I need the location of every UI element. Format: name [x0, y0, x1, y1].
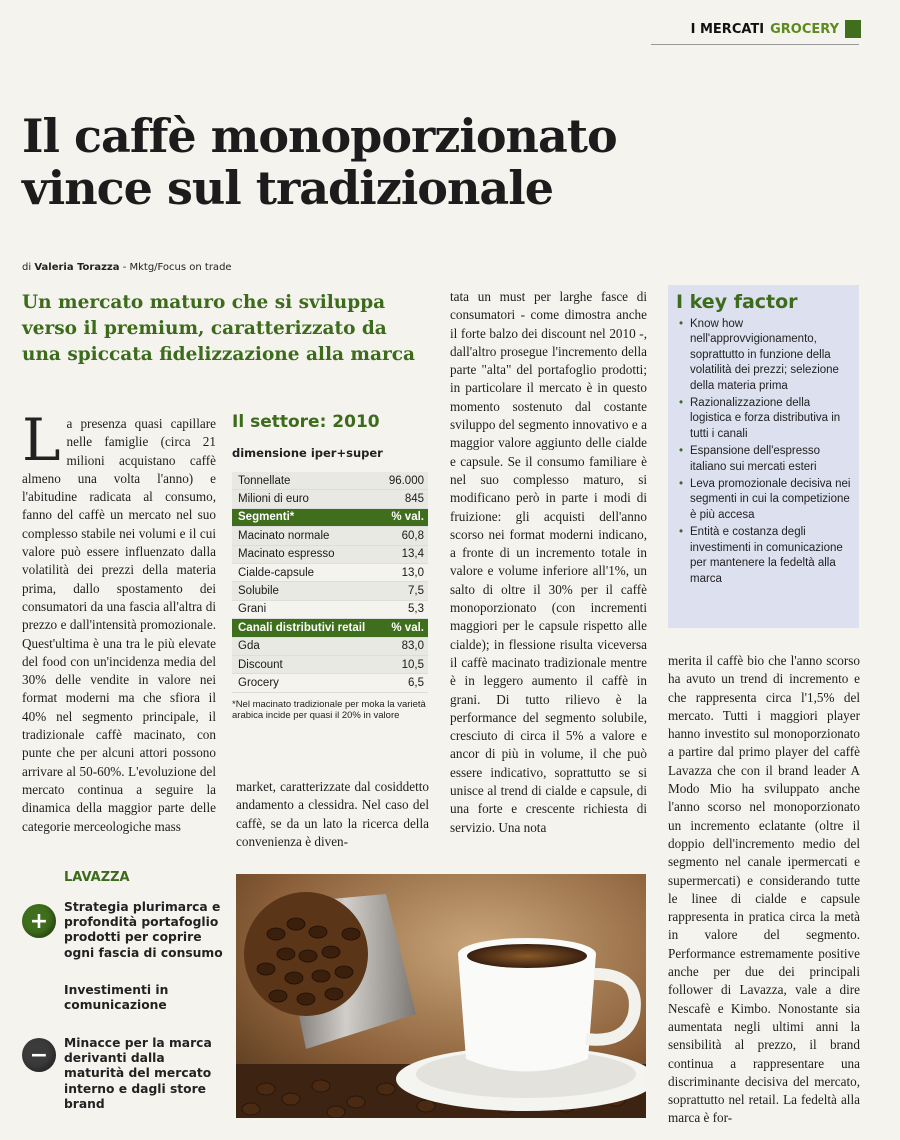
row-value: 7,5 — [408, 585, 424, 598]
row-label: Grocery — [238, 676, 279, 689]
column-2-text: market, caratterizzate dal cosiddetto andamento a clessidra. Nel caso del caffè, se da un lato la ricerca della convenienza è diven- — [236, 779, 429, 849]
article-column-1 — [22, 406, 216, 836]
header-bar — [845, 20, 861, 38]
article-subtitle: Un mercato maturo che si sviluppa verso il premium, caratterizzato da una spiccata fidelizzazione alla marca — [22, 292, 415, 365]
list-item: • Know how nell'approvvigionamento, soprattutto in funzione della volatilità dei prezzi; selezione della materia prima — [676, 317, 851, 394]
settore-title: Il settore: 2010 — [232, 412, 380, 432]
table-row — [232, 601, 428, 619]
row-label: Segmenti* — [238, 511, 295, 524]
row-label: Grani — [238, 603, 267, 616]
row-label: Macinato normale — [238, 529, 330, 542]
coffee-cup-illustration — [236, 874, 646, 1118]
list-item: • Leva promozionale decisiva nei segmenti in cui la competizione è più accesa — [676, 477, 851, 523]
column-4-text: merita il caffè bio che l'anno scorso ha avuto un trend di incremento e che rappresenta circa l'1,5% del mercato. Tutti i maggiori player hanno investito sul monoporzionato a partire dal primo player del caffè Lavazza che con il brand leader A Modo Mio ha sviluppato anche l'anno scorso nel monoporzionato un incremento eclatante (oltre il doppio dell'incremento medio del segmento nel canale ipermercati e supermercati) e considerando tutte le linee di cialde e capsule rappresenta in pratica circa la metà in valore del segmento. Performance estremamente positive anche per due dei principali follower di Lavazza, vale a dire Nescafè e Kimbo. Nonostante sia aumentata negli ultimi anni la sensibilità al prezzo, il brand continua a rappresentare una discriminante decisiva del mercato, soprattutto nel retail. La fedeltà alla marca è for- — [668, 653, 860, 1126]
table-row — [232, 619, 428, 637]
list-item: • Espansione dell'espresso italiano sui mercati esteri — [676, 444, 851, 475]
row-value: 10,5 — [401, 658, 424, 671]
row-value: 60,8 — [401, 529, 424, 542]
row-value: 13,0 — [401, 566, 424, 579]
table-row — [232, 582, 428, 600]
row-label: Canali distributivi retail — [238, 621, 366, 634]
settore-note: *Nel macinato tradizionale per moka la varietà arabica incide per quasi il 20% in valore — [232, 698, 426, 721]
settore-box — [232, 412, 428, 721]
dropcap: L — [22, 406, 61, 474]
row-label: Gda — [238, 640, 260, 653]
column-1-text: a presenza quasi capillare nelle famiglie (circa 21 milioni acquistano caffè almeno una volta l'anno) e l'abitudine radicata al consumo, fanno del caffè un mercato nel suo complesso stabile nei volumi e il cui valore può essere influenzato dalla volatilità dei prezzi della materia prima, dallo spostamento dei consumatori da una fascia all'altra di prezzo e dall'intensità promozionale. Quest'ultima è una tra le più elevate del food con un'incidenza media del 30% delle vendite in valore nei format moderni ma che sfiora il 40% nel segmento principale, il tradizionale caffè macinato, con punte che per alcuni attori possono arrivare al 50-60%. L'evoluzione del mercato continua a seguire la dinamica della maggior parte delle categorie merceologiche mass — [22, 416, 216, 834]
list-item: • Razionalizzazione della logistica e forza distributiva in tutti i canali — [676, 396, 851, 442]
key-factor-box — [668, 285, 859, 628]
table-row — [232, 472, 428, 490]
header-rule — [651, 44, 859, 45]
row-label: Discount — [238, 658, 283, 671]
table-row — [232, 564, 428, 582]
byline — [22, 262, 232, 273]
row-value: % val. — [391, 511, 424, 524]
row-label: Macinato espresso — [238, 548, 335, 561]
row-value: 96.000 — [388, 474, 424, 487]
row-value: 5,3 — [408, 603, 424, 616]
section-label: I MERCATI — [690, 21, 765, 37]
plus-icon: + — [22, 904, 56, 938]
key-factor-title: I key factor — [676, 291, 798, 313]
key-factor-list — [676, 317, 851, 587]
table-row — [232, 490, 428, 508]
coffee-photo — [236, 874, 646, 1118]
lavazza-threats: Minacce per la marca derivanti dalla maturità del mercato interno e dagli store brand — [64, 1036, 212, 1111]
category-label: GROCERY — [770, 21, 839, 37]
settore-subtitle: dimensione iper+super — [232, 446, 383, 460]
lavazza-strengths-2: Investimenti in comunicazione — [64, 983, 169, 1013]
article-column-4 — [668, 652, 860, 1128]
article-column-3 — [450, 288, 647, 837]
table-row — [232, 674, 428, 692]
row-label: Solubile — [238, 585, 279, 598]
lavazza-title: LAVAZZA — [64, 870, 130, 885]
row-value: % val. — [391, 621, 424, 634]
row-value: 13,4 — [401, 548, 424, 561]
row-label: Cialde-capsule — [238, 566, 315, 579]
row-value: 845 — [404, 493, 424, 506]
article-column-2 — [236, 778, 429, 851]
settore-table — [232, 472, 428, 693]
table-row — [232, 638, 428, 656]
row-label: Tonnellate — [238, 474, 291, 487]
article-title: Il caffè monoporzionato vince sul tradizionale — [22, 109, 617, 215]
list-item: • Entità e costanza degli investimenti in comunicazione per mantenere la fedeltà alla marca — [676, 525, 851, 587]
byline-prefix: di — [22, 262, 32, 273]
minus-icon: − — [22, 1038, 56, 1072]
row-value: 83,0 — [401, 640, 424, 653]
column-3-text: tata un must per larghe fasce di consumatori - come dimostra anche il forte balzo dei discount nel 2010 -, dall'altro prosegue l'incremento della parte "alta" del portafoglio prodotti; in particolare il mercato è in questo momento sostenuto dal costante sviluppo del segmento innovativo e a maggior valore aggiunto delle cialde e capsule. Se il consumo familiare è nel suo complesso maturo, si modificano però in parte i modi di fruizione: gli acquisti dell'anno scorso nei format moderni indicano, a fronte di un incremento totale in valore e volume inferiore all'1%, un salto di oltre il 30% per il caffè monoporzionato (con incrementi maggiori per le capsule rispetto alle cialde); in flessione risulta viceversa il caffè macinato tradizionale mentre è in leggero aumento il caffè in grani. Di tutto rilievo è la performance del segmento solubile, cresciuto di circa il 5% a valore e ancor di più in volume, il che può essere indicativo, soprattutto se si unisce al trend di cialde e capsule, di una forte e crescente richiesta di servizio. Una nota — [450, 289, 647, 835]
table-row — [232, 509, 428, 527]
table-row — [232, 546, 428, 564]
table-row — [232, 656, 428, 674]
row-label: Milioni di euro — [238, 493, 309, 506]
table-row — [232, 527, 428, 545]
lavazza-box — [22, 870, 223, 1111]
byline-author: Valeria Torazza — [34, 262, 120, 273]
byline-role: - Mktg/Focus on trade — [122, 262, 232, 273]
row-value: 6,5 — [408, 676, 424, 689]
lavazza-strengths: Strategia plurimarca e profondità portafoglio prodotti per coprire ogni fascia di consumo — [64, 900, 223, 960]
section-header — [651, 18, 861, 40]
